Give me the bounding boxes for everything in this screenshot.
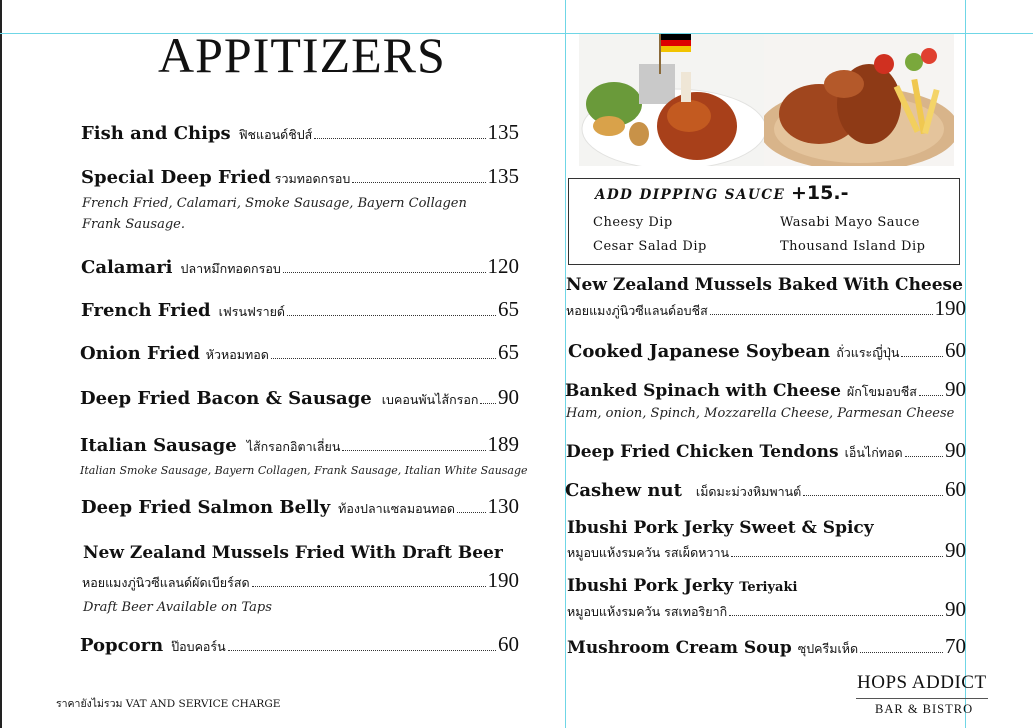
menu-item-deep-fried-chicken-tendons	[566, 438, 966, 463]
item-thai: ไส้กรอกอิตาเลี่ยน	[246, 439, 341, 454]
item-thai: หอยแมงภู่นิวซีแลนด์ผัดเบียร์สด	[82, 575, 250, 590]
item-price: 60	[945, 338, 966, 362]
menu-item-calamari	[81, 254, 519, 279]
menu-item-ibushi-teriyaki-price-line	[567, 597, 966, 622]
leader-dots	[252, 586, 486, 587]
item-price: 90	[945, 377, 966, 401]
leader-dots	[287, 315, 496, 316]
menu-item-deep-fried-salmon-belly	[81, 494, 519, 519]
item-thai: ป๊อบคอร์น	[171, 639, 226, 654]
leader-dots	[352, 182, 485, 183]
item-price: 90	[945, 597, 966, 621]
leader-dots	[283, 272, 486, 273]
item-price: 190	[487, 568, 519, 592]
item-price: 189	[487, 432, 519, 456]
sauce-item: Thousand Island Dip	[780, 239, 926, 254]
item-name: Deep Fried Salmon Belly	[81, 497, 331, 518]
menu-item-onion-fried	[80, 340, 519, 365]
item-subname: Teriyaki	[739, 580, 798, 595]
menu-item-french-fried	[81, 297, 519, 322]
leader-dots	[919, 395, 943, 396]
leader-dots	[901, 356, 943, 357]
item-price: 90	[945, 438, 966, 462]
sauce-item: Wasabi Mayo Sauce	[780, 215, 920, 230]
item-name: Mushroom Cream Soup	[567, 638, 792, 658]
sauce-title: ADD DIPPING SAUCE	[595, 187, 786, 203]
item-thai: หัวหอมทอด	[205, 347, 269, 362]
brand-divider	[856, 698, 988, 699]
menu-item-nz-mussels-draft-beer: New Zealand Mussels Fried With Draft Beer	[83, 543, 503, 563]
item-price: 190	[934, 296, 966, 320]
sauce-item: Cesar Salad Dip	[593, 239, 707, 254]
item-thai: ซุปครีมเห็ด	[797, 641, 859, 656]
item-name: Fish and Chips	[81, 123, 231, 144]
item-name: French Fried	[81, 300, 211, 321]
item-thai: หมูอบแห้งรมควัน รสเทอริยากิ	[567, 604, 728, 619]
photo-pork-knuckle	[579, 34, 764, 166]
item-thai: ท้องปลาแซลมอนทอด	[338, 501, 455, 516]
item-thai: เม็ดมะม่วงหิมพานต์	[695, 484, 802, 499]
item-name: Banked Spinach with Cheese	[565, 381, 841, 401]
item-name: Special Deep Fried	[81, 167, 271, 188]
item-name: Ibushi Pork Jerky	[567, 576, 734, 596]
menu-item-fish-and-chips	[81, 120, 519, 145]
menu-item-mushroom-cream-soup	[567, 634, 966, 659]
item-description: French Fried, Calamari, Smoke Sausage, Bayern Collagen Frank Sausage.	[82, 196, 467, 232]
item-price: 135	[487, 120, 519, 144]
page-left-edge	[0, 0, 2, 728]
item-thai: ถั่วแระญี่ปุ่น	[836, 345, 900, 360]
item-price: 130	[487, 494, 519, 518]
item-name: Italian Sausage	[80, 435, 237, 456]
item-name: Calamari	[81, 257, 173, 278]
leader-dots	[457, 512, 486, 513]
item-price: 90	[498, 385, 519, 409]
menu-item-nz-mussels-draft-beer-price-line	[82, 568, 519, 593]
item-thai: รวมทอดกรอบ	[274, 171, 351, 186]
leader-dots	[314, 138, 485, 139]
guide-line-vertical-left	[565, 0, 566, 728]
leader-dots	[342, 450, 485, 451]
leader-dots	[905, 456, 943, 457]
brand-name: HOPS ADDICT	[857, 672, 987, 693]
item-price: 65	[498, 297, 519, 321]
item-thai: ฟิชแอนด์ชิปส์	[238, 127, 313, 142]
menu-item-banked-spinach	[565, 377, 966, 402]
item-thai: เฟรนฟรายด์	[218, 304, 286, 319]
item-thai: ปลาหมึกทอดกรอบ	[180, 261, 281, 276]
leader-dots	[803, 495, 943, 496]
leader-dots	[729, 615, 943, 616]
menu-item-nz-mussels-baked-price-line	[566, 296, 966, 321]
menu-item-italian-sausage	[80, 432, 519, 457]
item-thai: หอยแมงภู่นิวซีแลนด์อบชีส	[566, 303, 708, 318]
item-name: Cashew nut	[565, 480, 682, 501]
item-price: 60	[945, 477, 966, 501]
item-thai: ผักโขมอบชีส	[846, 384, 917, 399]
item-price: 120	[487, 254, 519, 278]
price-note	[56, 695, 280, 712]
menu-item-cashew-nut	[565, 477, 966, 502]
section-title: APPITIZERS	[158, 27, 446, 83]
price-note-text: VAT AND SERVICE CHARGE	[125, 698, 281, 710]
item-name: Popcorn	[80, 635, 164, 656]
leader-dots	[228, 650, 496, 651]
item-description: Ham, onion, Spinch, Mozzarella Cheese, Parmesan Cheese	[566, 406, 955, 421]
item-price: 65	[498, 340, 519, 364]
item-name: Cooked Japanese Soybean	[568, 341, 831, 362]
menu-item-special-deep-fried	[81, 164, 519, 189]
price-note-thai: ราคายังไม่รวม	[56, 698, 123, 710]
menu-item-deep-fried-bacon-sausage	[80, 385, 519, 410]
item-price: 90	[945, 538, 966, 562]
brand-subtitle: BAR & BISTRO	[875, 702, 974, 716]
menu-item-ibushi-sweet-spicy-price-line	[567, 538, 966, 563]
item-thai: เบคอนพันไส้กรอก	[381, 392, 479, 407]
menu-item-cooked-japanese-soybean	[568, 338, 966, 363]
item-price: 60	[498, 632, 519, 656]
leader-dots	[731, 556, 943, 557]
menu-item-popcorn	[80, 632, 519, 657]
sauce-price: +15.-	[791, 182, 849, 204]
item-thai: หมูอบแห้งรมควัน รสเผ็ดหวาน	[567, 545, 730, 560]
leader-dots	[710, 314, 933, 315]
item-thai: เอ็นไก่ทอด	[844, 445, 903, 460]
menu-item-nz-mussels-baked: New Zealand Mussels Baked With Cheese	[566, 275, 963, 295]
item-name: Onion Fried	[80, 343, 200, 364]
item-price: 135	[487, 164, 519, 188]
item-name: Deep Fried Bacon & Sausage	[80, 388, 372, 409]
leader-dots	[860, 652, 943, 653]
item-price: 70	[945, 634, 966, 658]
sauce-item: Cheesy Dip	[593, 215, 673, 230]
menu-item-ibushi-sweet-spicy: Ibushi Pork Jerky Sweet & Spicy	[567, 518, 874, 538]
leader-dots	[480, 403, 496, 404]
item-description: Draft Beer Available on Taps	[83, 600, 272, 615]
item-description: Italian Smoke Sausage, Bayern Collagen, Frank Sausage, Italian White Sausage	[80, 464, 528, 477]
dipping-sauce-box	[568, 178, 960, 265]
photo-fried-chicken	[764, 34, 954, 166]
menu-item-ibushi-teriyaki	[567, 576, 797, 596]
leader-dots	[271, 358, 496, 359]
item-name: Deep Fried Chicken Tendons	[566, 442, 839, 462]
